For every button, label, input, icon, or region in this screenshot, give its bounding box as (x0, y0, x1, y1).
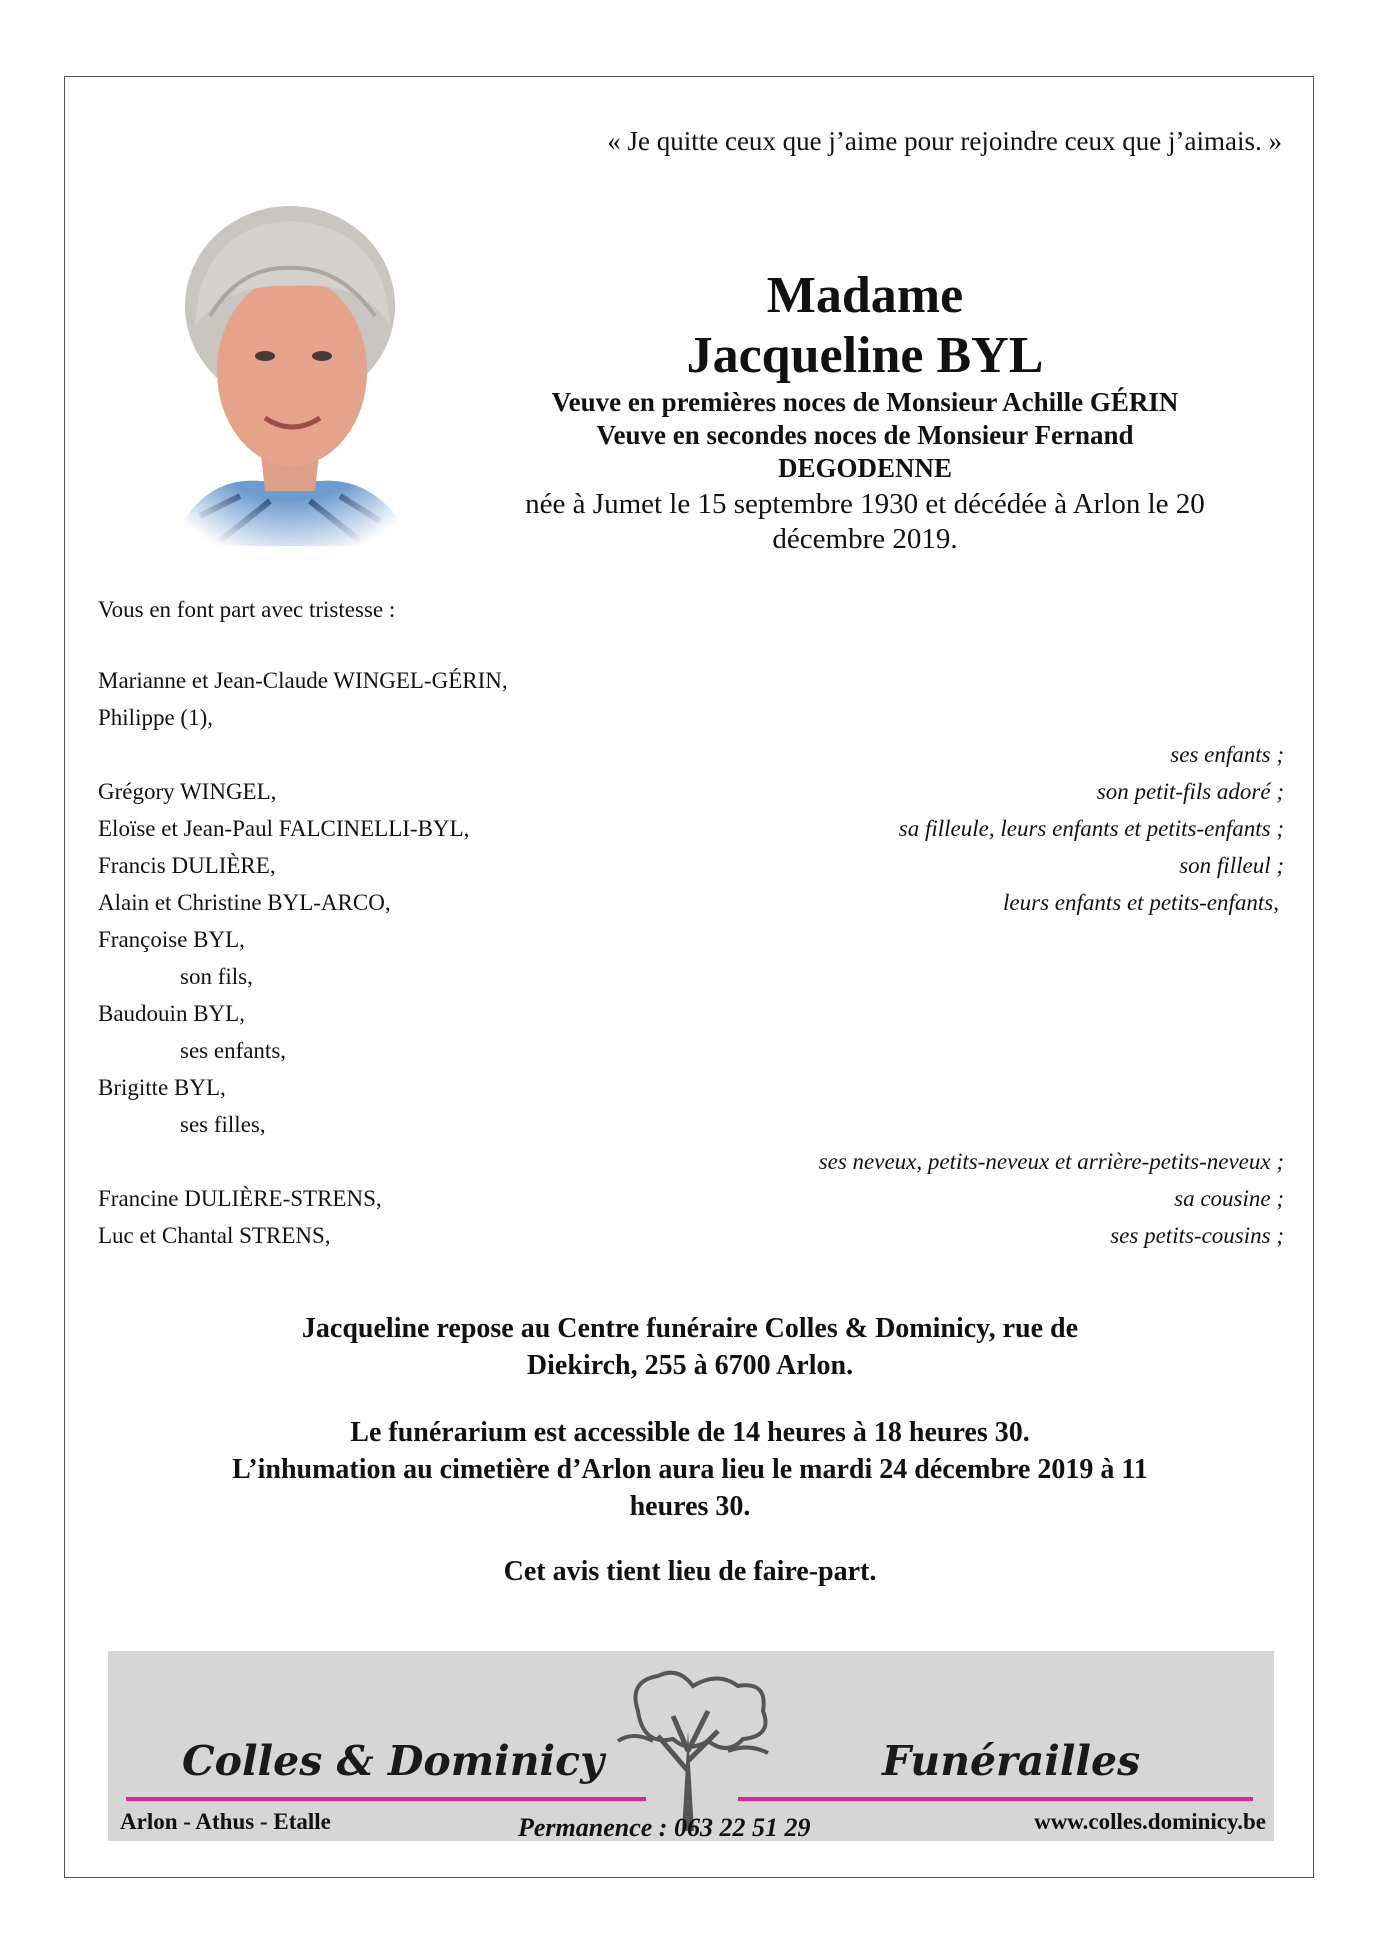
brand-name-left: Colles & Dominicy (182, 1737, 604, 1785)
list-item: Brigitte BYL, (98, 1075, 226, 1100)
portrait-photo (140, 196, 440, 546)
list-item: ses enfants, (180, 1038, 287, 1063)
list-item: Philippe (1), (98, 705, 213, 730)
accent-divider-left (126, 1797, 646, 1801)
title-honorific: Madame (766, 267, 964, 324)
accent-divider-right (738, 1797, 1253, 1801)
birth-death-line: née à Jumet le 15 septembre 1930 et décédée à Arlon le 20 décembre 2019. (525, 488, 1205, 555)
funeral-home-banner (108, 1651, 1274, 1841)
burial-details: L’inhumation au cimetière d’Arlon aura lieu le mardi 24 décembre 2019 à 11 heures 30. (232, 1454, 1148, 1522)
notice-line: Cet avis tient lieu de faire-part. (503, 1556, 877, 1587)
widow-line-1: Veuve en premières noces de Monsieur Achille GÉRIN (551, 387, 1179, 417)
list-item: ses enfants ; (1170, 742, 1284, 767)
repose-location: Jacqueline repose au Centre funéraire Colles & Dominicy, rue de Diekirch, 255 à 6700 Arlon. (301, 1313, 1079, 1381)
list-item: Eloïse et Jean-Paul FALCINELLI-BYL, sa filleule, leurs enfants et petits-enfants ; (98, 816, 1284, 841)
list-item: Francine DULIÈRE-STRENS, sa cousine ; (98, 1186, 1284, 1211)
widow-line-2: Veuve en secondes noces de Monsieur Fernand DEGODENNE (596, 420, 1134, 483)
list-item: Grégory WINGEL, son petit-fils adoré ; (98, 779, 1284, 804)
visiting-hours: Le funérarium est accessible de 14 heures à 18 heures 30. (350, 1417, 1030, 1448)
list-item: son fils, (180, 964, 253, 989)
deceased-name: Jacqueline BYL (686, 327, 1044, 384)
branch-locations: Arlon - Athus - Etalle (120, 1809, 331, 1834)
epigraph-quote: « Je quitte ceux que j’aime pour rejoindre ceux que j’aimais. » (607, 126, 1282, 156)
list-item: ses filles, (180, 1112, 266, 1137)
list-item: Alain et Christine BYL-ARCO, leurs enfants et petits-enfants, (98, 890, 1279, 915)
list-item: Francis DULIÈRE, son filleul ; (98, 853, 1284, 878)
list-item: ses neveux, petits-neveux et arrière-petits-neveux ; (818, 1149, 1284, 1174)
phone-permanence: Permanence : 063 22 51 29 (518, 1813, 811, 1842)
tree-logo-icon (598, 1661, 778, 1831)
deceased-header (470, 266, 1260, 557)
list-item: Françoise BYL, (98, 927, 245, 952)
brand-name-right: Funérailles (882, 1737, 1141, 1785)
list-item: Marianne et Jean-Claude WINGEL-GÉRIN, (98, 668, 508, 693)
website-link[interactable]: www.colles.dominicy.be (1034, 1809, 1266, 1834)
list-item: Luc et Chantal STRENS, ses petits-cousins ; (98, 1223, 1284, 1248)
intro-text: Vous en font part avec tristesse : (98, 597, 396, 622)
list-item: Baudouin BYL, (98, 1001, 245, 1026)
